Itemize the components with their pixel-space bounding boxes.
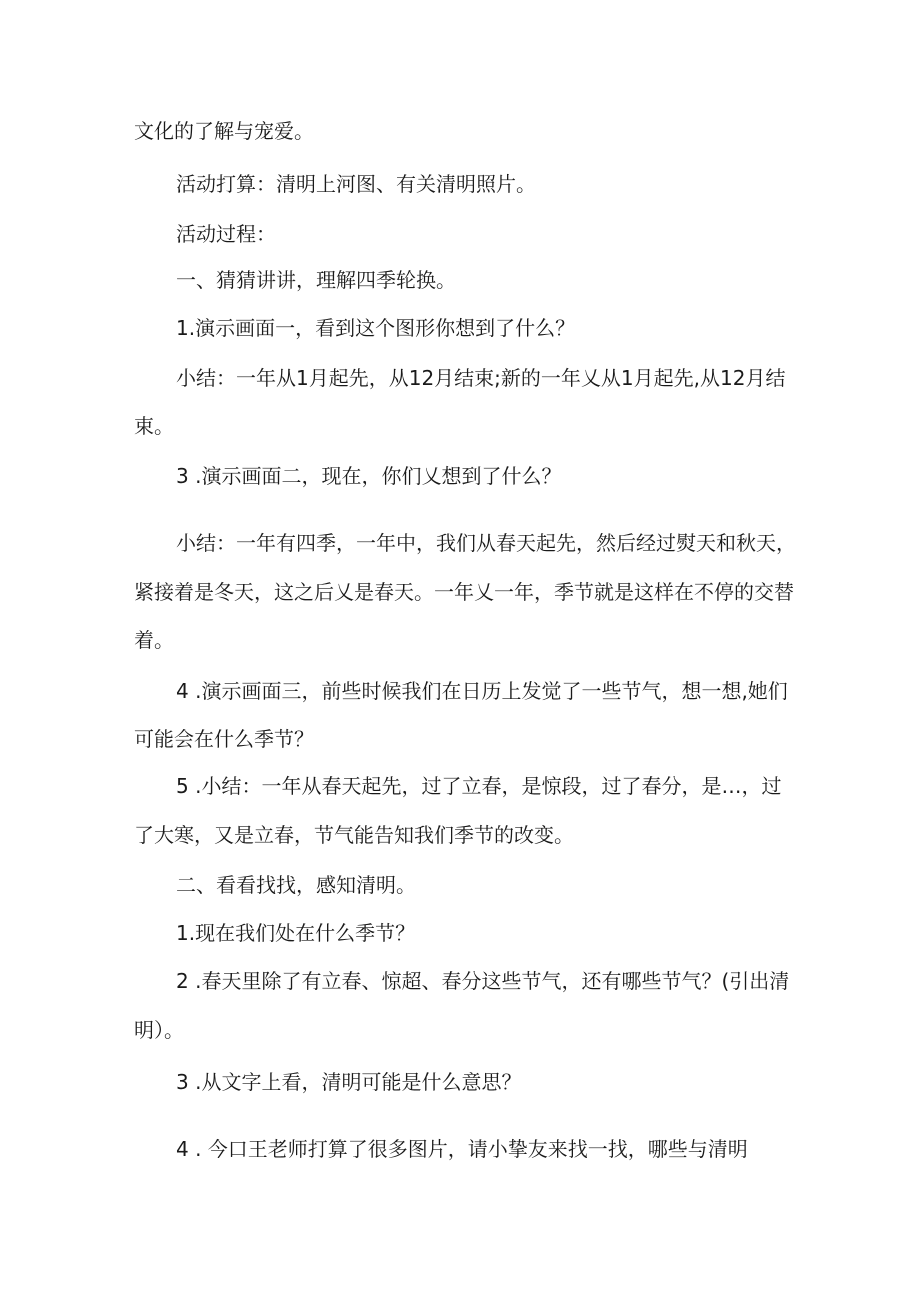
- section-heading: 一、猜猜讲讲，理解四季轮换。: [176, 268, 456, 292]
- paragraph-line: 着。: [134, 628, 174, 652]
- paragraph-line: 束。: [134, 414, 174, 438]
- list-item: 2 .春天里除了有立春、惊超、春分这些节气，还有哪些节气？(引出清: [176, 969, 790, 993]
- section-heading: 二、看看找找，感知清明。: [176, 873, 416, 897]
- paragraph-line: 文化的了解与宠爱。: [134, 119, 314, 143]
- list-item: 1.演示画面一，看到这个图形你想到了什么？: [176, 316, 576, 340]
- paragraph-line: 可能会在什么季节？: [134, 727, 314, 751]
- list-item: 5 .小结：一年从春天起先，过了立春，是惊段，过了春分，是…，过: [176, 774, 782, 798]
- paragraph-line: 小结：一年从1月起先，从12月结束;新的一年乂从1月起先,从12月结: [176, 366, 786, 390]
- paragraph-line: 活动打算：清明上河图、有关清明照片。: [176, 172, 536, 196]
- paragraph-line: 明）。: [134, 1018, 184, 1042]
- paragraph-line: 了大寒，又是立春，节气能告知我们季节的改变。: [134, 823, 574, 847]
- paragraph-line: 小结：一年有四季，一年中，我们从春天起先，然后经过熨天和秋天，: [176, 531, 796, 555]
- list-item: 1.现在我们处在什么季节？: [176, 921, 416, 945]
- list-item: 4 . 今口王老师打算了很多图片，请小挚友来找一找，哪些与清明: [176, 1137, 748, 1161]
- list-item: 3 .演示画面二，现在，你们乂想到了什么？: [176, 464, 562, 488]
- list-item: 4 .演示画面三，前些时候我们在日历上发觉了一些节气，想一想,她们: [176, 679, 788, 703]
- list-item: 3 .从文字上看，清明可能是什么意思？: [176, 1070, 522, 1094]
- paragraph-line: 紧接着是冬天，这之后乂是春天。一年乂一年，季节就是这样在不停的交替: [134, 580, 794, 604]
- paragraph-line: 活动过程：: [176, 222, 276, 246]
